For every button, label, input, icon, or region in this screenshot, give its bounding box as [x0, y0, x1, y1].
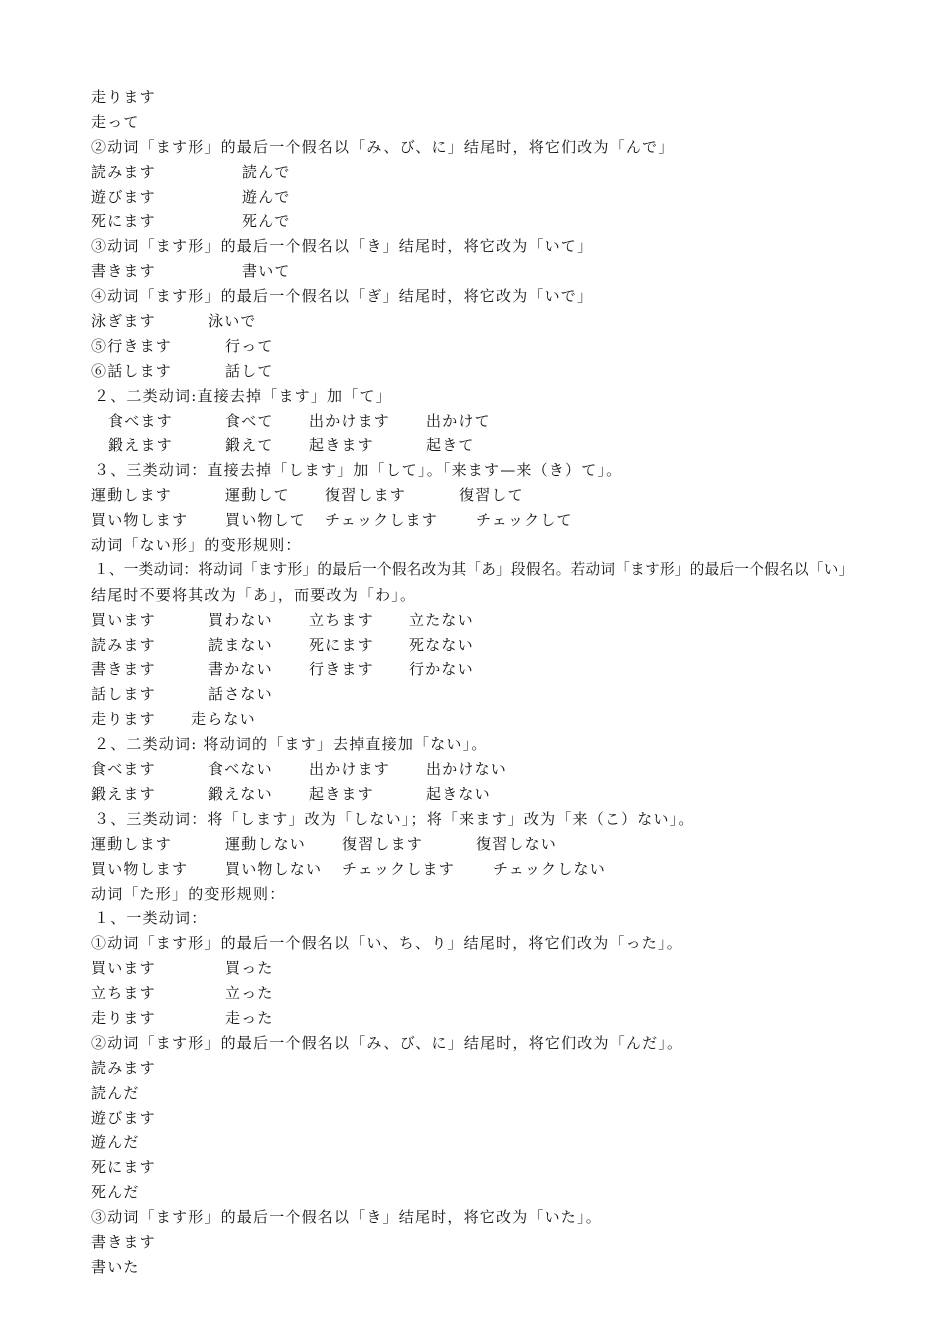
text-line: [91, 458, 936, 483]
text-line: [91, 185, 936, 210]
text-cell: 遊んで: [242, 187, 291, 206]
text-line: [91, 409, 936, 434]
text-line: [91, 832, 936, 857]
text-line: [91, 1031, 936, 1056]
text-cell: 遊びます: [91, 187, 156, 206]
text-line: [91, 608, 936, 633]
text-cell: 買い物します: [91, 859, 189, 878]
text-cell: 立ちます: [309, 610, 374, 629]
text-cell: 起きます: [309, 436, 374, 455]
text-cell: 復習します: [342, 834, 424, 853]
text-cell: 起きます: [309, 784, 374, 803]
text-cell: 死にます: [309, 635, 374, 654]
text-cell: ⑥話します: [91, 361, 173, 380]
text-cell: １、一类动词：将动词「ます形」的最后一个假名改为其「あ」段假名。若动词「ます形」的最后一个假名以「い」: [94, 560, 854, 578]
text-cell: 食べます: [91, 760, 156, 779]
text-cell: 鍛えて: [225, 436, 274, 455]
text-cell: チェックします: [342, 859, 455, 878]
text-cell: 買います: [91, 959, 156, 978]
text-cell: 走ります: [91, 1008, 156, 1027]
text-cell: 買い物して: [225, 511, 307, 530]
text-line: [91, 433, 936, 458]
text-cell: 鍛えます: [108, 436, 173, 455]
text-line: [91, 1081, 936, 1106]
text-cell: 読みます: [91, 635, 156, 654]
text-line: [91, 931, 936, 956]
text-cell: 出かけない: [426, 760, 508, 779]
text-line: [91, 682, 936, 707]
text-cell: 立ちます: [91, 984, 156, 1003]
text-cell: 話さない: [208, 685, 273, 704]
text-cell: 结尾时不要将其改为「あ」，而要改为「わ」。: [91, 585, 417, 604]
text-cell: 走ります: [91, 88, 156, 106]
text-cell: ②动词「ます形」的最后一个假名以「み、び、に」结尾时，将它们改为「んで」: [91, 137, 675, 156]
text-cell: 読んで: [242, 162, 291, 181]
text-line: [91, 882, 936, 907]
text-cell: 書かない: [208, 660, 273, 679]
text-line: [91, 1056, 936, 1081]
text-line: [91, 1130, 936, 1155]
text-line: [91, 1155, 936, 1180]
text-line: [91, 483, 936, 508]
text-cell: 动词「ない形」的变形规则：: [91, 536, 302, 555]
text-cell: 書いた: [91, 1257, 140, 1276]
text-line: [91, 1180, 936, 1205]
text-cell: ①动词「ます形」的最后一个假名以「い、ち、り」结尾时，将它们改为「った」。: [91, 934, 683, 953]
text-cell: ③动词「ます形」的最后一个假名以「き」结尾时，将它改为「いた」。: [91, 1208, 602, 1227]
text-cell: 買わない: [208, 610, 273, 629]
text-line: [91, 1006, 936, 1031]
text-line: [91, 110, 936, 135]
text-cell: 書いて: [242, 262, 291, 281]
text-cell: 动词「た形」的变形规则：: [91, 884, 286, 903]
text-cell: 読みます: [91, 162, 156, 181]
text-cell: 出かけて: [426, 411, 491, 430]
text-line: [91, 857, 936, 882]
text-cell: 泳いで: [208, 312, 257, 331]
text-line: [91, 533, 936, 558]
text-cell: 立たない: [409, 610, 474, 629]
text-line: [91, 657, 936, 682]
text-cell: 出かけます: [309, 411, 391, 430]
text-cell: 立った: [225, 984, 274, 1003]
text-cell: 出かけます: [309, 760, 391, 779]
text-line: [91, 359, 936, 384]
text-cell: 食べない: [208, 760, 273, 779]
text-line: [91, 981, 936, 1006]
text-cell: 食べて: [225, 411, 274, 430]
text-cell: チェックします: [325, 511, 438, 530]
text-cell: 起きて: [426, 436, 475, 455]
text-cell: ⑤行きます: [91, 336, 173, 355]
text-line: [91, 234, 936, 259]
text-cell: 行かない: [409, 660, 474, 679]
text-cell: ③动词「ます形」的最后一个假名以「き」结尾时，将它改为「いて」: [91, 237, 594, 256]
text-cell: 買い物します: [91, 511, 189, 530]
text-cell: 行きます: [309, 660, 374, 679]
text-line: [91, 284, 936, 309]
text-cell: 書きます: [91, 262, 156, 281]
text-line: [91, 1205, 936, 1230]
text-line: [91, 906, 936, 931]
text-cell: ④动词「ます形」的最后一个假名以「ぎ」结尾时，将它改为「いで」: [91, 287, 594, 306]
text-cell: ３、三类动词：直接去掉「します」加「して」。「来ます—来（き）て」。: [94, 461, 623, 480]
text-cell: ２、二类动词:直接去掉「ます」加「て」: [94, 386, 392, 405]
text-cell: １、一类动词：: [94, 909, 208, 928]
text-line: [91, 135, 936, 160]
text-line: [91, 732, 936, 757]
text-cell: 話します: [91, 685, 156, 704]
document-page: [91, 85, 936, 1280]
text-cell: 復習しない: [476, 834, 558, 853]
text-line: [91, 1106, 936, 1131]
text-cell: 書きます: [91, 1232, 156, 1251]
text-cell: 死にます: [91, 212, 156, 231]
text-cell: 運動します: [91, 486, 173, 505]
text-cell: 運動しない: [225, 834, 307, 853]
text-line: [91, 633, 936, 658]
text-line: [91, 309, 936, 334]
text-line: [91, 85, 936, 110]
text-line: [91, 1255, 936, 1280]
text-cell: 走ります: [91, 710, 156, 729]
text-cell: チェックしない: [493, 859, 606, 878]
text-cell: 買い物しない: [225, 859, 323, 878]
text-cell: 買います: [91, 610, 156, 629]
text-cell: 死んだ: [91, 1183, 140, 1202]
text-cell: 食べます: [108, 411, 173, 430]
text-cell: 復習して: [459, 486, 524, 505]
text-cell: 死にます: [91, 1158, 156, 1177]
text-cell: 死んで: [242, 212, 291, 231]
text-cell: 運動します: [91, 834, 173, 853]
text-cell: 行って: [225, 336, 274, 355]
text-line: [91, 956, 936, 981]
text-line: [91, 1230, 936, 1255]
text-cell: 泳ぎます: [91, 312, 156, 331]
text-line: [91, 259, 936, 284]
text-line: [91, 209, 936, 234]
text-line: [91, 807, 936, 832]
text-cell: 復習します: [325, 486, 407, 505]
text-cell: 読んだ: [91, 1083, 140, 1102]
text-line: [91, 707, 936, 732]
text-line: [91, 334, 936, 359]
text-cell: 鍛えます: [91, 784, 156, 803]
text-cell: 鍛えない: [208, 784, 273, 803]
text-line: [91, 508, 936, 533]
text-cell: ３、三类动词：将「します」改为「しない」；将「来ます」改为「来（こ）ない」。: [94, 809, 695, 828]
text-cell: 読まない: [208, 635, 273, 654]
text-line: [91, 583, 936, 608]
text-cell: 走らない: [191, 710, 256, 729]
text-cell: 遊びます: [91, 1108, 156, 1127]
text-cell: チェックして: [476, 511, 573, 530]
text-cell: 読みます: [91, 1058, 156, 1077]
text-line: [91, 757, 936, 782]
text-cell: 運動して: [225, 486, 290, 505]
text-cell: 起きない: [426, 784, 491, 803]
text-cell: 遊んだ: [91, 1133, 140, 1152]
text-cell: 走った: [225, 1008, 274, 1027]
text-line: [91, 160, 936, 185]
text-cell: 買った: [225, 959, 274, 978]
text-cell: ２、二类动词: 将动词的「ます」去掉直接加「ない」。: [94, 735, 488, 754]
text-line: [91, 558, 936, 583]
text-cell: 書きます: [91, 660, 156, 679]
text-cell: 走って: [91, 112, 140, 131]
text-line: [91, 384, 936, 409]
text-cell: ②动词「ます形」的最后一个假名以「み、び、に」结尾时，将它们改为「んだ」。: [91, 1033, 684, 1052]
text-cell: 話して: [225, 361, 274, 380]
text-line: [91, 782, 936, 807]
text-cell: 死なない: [409, 635, 474, 654]
